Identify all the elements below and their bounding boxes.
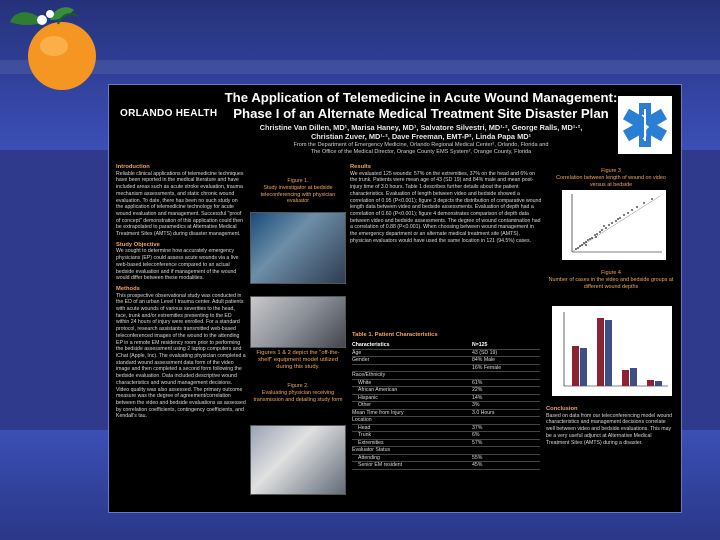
bar (655, 381, 662, 386)
table-cell: Location (352, 417, 372, 423)
scatter-point (617, 218, 619, 220)
authors-line-1: Christine Van Dillen, MD¹, Marisa Haney, MD¹, Salvatore Silvestri, MD¹·², George Ralls, MD¹·², (259, 123, 583, 132)
bar-svg (552, 306, 672, 396)
table-row (352, 387, 540, 395)
bar (647, 380, 654, 386)
figure-1-photo (250, 212, 346, 284)
table-row (352, 410, 540, 418)
bar (630, 368, 637, 386)
scatter-point (575, 248, 577, 250)
table-cell: 16% Female (472, 364, 502, 371)
figure-3-caption (548, 168, 674, 188)
figure-3-scatter-plot (562, 190, 666, 260)
table-cell: Senior EM resident (358, 462, 403, 468)
table-cell (472, 372, 540, 379)
scatter-point (596, 233, 598, 235)
scatter-point (591, 237, 593, 239)
table-cell (472, 447, 540, 454)
scatter-point (627, 212, 629, 214)
figure-2-photo-top (250, 296, 346, 348)
methods-text: This prospective observational study was conducted in the ED of an urban Level I trauma center. Adult patients with acute wounds of various severities to the head, face, trunk and/or extremities presenting to the ED within 24 hours of injury were enrolled. For a standard protocol, research assistants transmitted web-based teleconferenced images of the wound to the attending EP in a remote EM residency room prior to performing the bedside assessment using 2 laptop computers and iChat (Apple, Inc). The evaluating physician completed a standard wound assessment data form of the video image and then completed a second form following the bedside evaluation. Data included descriptive wound characteristics and wound management decisions. Video quality was also assessed. The primary outcome measure was the degree of agreement/correlation between the video and bedside evaluations as assessed by correlation coefficients, contingency coefficients, and Kendall's tau. (116, 292, 246, 420)
conclusion-block (546, 404, 674, 446)
scatter-point (608, 224, 610, 226)
scatter-point (589, 238, 591, 240)
column-1 (116, 162, 246, 424)
table-cell: 45% (472, 462, 483, 468)
table-cell: Trunk (358, 432, 372, 438)
conclusion-text: Based on data from our teleconferencing model wound characteristics and management decisions correlate well between video and bedside evaluations. This may be a very useful adjunct at Alternative Medical Treatment Sites (AMTS) during a disaster. (546, 412, 673, 446)
bar (597, 318, 604, 386)
figure-1-text: Study investigator at bedside teleconferencing with physician evaluator (260, 184, 336, 205)
scatter-point (643, 202, 645, 204)
table-row (352, 462, 540, 470)
figure-2-photo (250, 425, 346, 495)
bar (622, 370, 629, 386)
table-row (352, 365, 540, 373)
table-cell: 37% (472, 424, 483, 431)
figure-2-caption (250, 383, 346, 403)
table-row (352, 417, 540, 425)
figure-3-title: Figure 3 (601, 168, 621, 174)
table-cell: African American (358, 387, 398, 393)
objective-text: We sought to determine how accurately emergency physicians (EP) could assess acute wounds via a live web-based teleconference compared to an actual bedside evaluation and if management of the wound would differ between these modalities. (116, 248, 239, 282)
scatter-point (619, 217, 621, 219)
table-row (352, 432, 540, 440)
table-row (352, 372, 540, 380)
scatter-point (631, 209, 633, 211)
table-cell: 14% (472, 394, 483, 401)
table-row (352, 440, 540, 448)
bar (572, 346, 579, 386)
table-cell: Extremities (358, 439, 384, 446)
scatter-point (611, 222, 613, 224)
table-row (352, 455, 540, 463)
figure-1-title: Figure 1. (287, 178, 309, 184)
patient-characteristics-table (352, 342, 540, 470)
figure-2-text: Evaluating physician receiving transmission and detailing study form (253, 389, 343, 403)
methods-heading: Methods (116, 285, 140, 292)
scatter-point (585, 244, 587, 246)
table-cell: Race/Ethnicity (352, 372, 386, 378)
scatter-point (599, 231, 601, 233)
introduction-heading: Introduction (116, 164, 150, 170)
results-heading: Results (350, 164, 371, 170)
scatter-point (651, 198, 653, 200)
scatter-point (615, 220, 617, 222)
introduction-text: Reliable clinical applications of telemedicine techniques have been reported in the medical literature and have included areas such as acute stroke evaluation, trauma mechanism assessments, and static chronic wound evaluation. To date, there has been no such study on the application of telemedicine technology for acute wound evaluation and management. Successful "proof of concept" demonstration of this application could then be extrapolated to paramedics at Alternative Medical Treatment Sites (AMTS) during disaster management. (116, 170, 244, 238)
scatter-point (585, 241, 587, 243)
affiliation-line-2: The Office of the Medical Director, Orange County EMS System², Orange County, Florida (310, 149, 532, 155)
figure-4-text: Number of cases in the video and bedside groups at different wound depths (548, 276, 674, 290)
table-header-cell: N=125 (472, 342, 488, 348)
poster-title-line-1: The Application of Telemedicine in Acute Wound Management: (224, 90, 618, 105)
slide-stripe (0, 60, 720, 74)
scatter-point (595, 236, 597, 238)
table-cell: 3% (472, 402, 480, 408)
table-row (352, 357, 540, 365)
table-cell: 43 (SD 19) (472, 349, 498, 356)
table-1-title: Table 1. Patient Characteristics (352, 332, 438, 338)
table-cell: Age (352, 349, 362, 356)
table-header-cell: Characteristics (352, 342, 390, 348)
scatter-point (636, 206, 638, 208)
table-cell: 57% (472, 439, 483, 446)
table-row (352, 447, 540, 455)
affiliation-line-1: From the Department of Emergency Medicine, Orlando Regional Medical Center¹, Orlando, Florida and (293, 142, 549, 148)
table-cell: White (358, 379, 372, 386)
orange-logo-icon (4, 0, 108, 100)
table-row (352, 350, 540, 358)
table-cell: 61% (472, 379, 483, 386)
figure-4-title: Figure 4 (601, 270, 621, 276)
bar (605, 320, 612, 386)
scatter-point (623, 214, 625, 216)
table-cell: Attending (358, 454, 380, 461)
scatter-point (594, 234, 596, 236)
scatter-point (579, 245, 581, 247)
scatter-point (581, 244, 583, 246)
table-cell: 84% Male (472, 357, 496, 363)
table-cell: 6% (472, 432, 480, 438)
scatter-point (587, 239, 589, 241)
scatter-point (583, 242, 585, 244)
table-cell: Other (358, 402, 371, 408)
figures-1-2-note: Figures 1 & 2 depict the "off-the-shelf" equipment model utilized during this study. (256, 350, 340, 370)
column-3 (350, 162, 542, 248)
table-row (352, 402, 540, 410)
figure-4-caption (548, 270, 674, 290)
table-row (352, 380, 540, 388)
table-cell: 3.0 Hours (472, 409, 495, 416)
figure-4-bar-chart (552, 306, 672, 396)
poster-title-line-2: Phase I of an Alternate Medical Treatment Site Disaster Plan (233, 106, 609, 121)
table-cell: Evaluator Status (352, 447, 391, 453)
table-cell (352, 365, 472, 372)
scatter-point (577, 247, 579, 249)
orlando-health-logo-text: ORLANDO HEALTH (120, 108, 218, 119)
table-cell: Mean Time from Injury (352, 409, 404, 416)
figure-1-caption (250, 178, 346, 205)
table-cell: 22% (472, 387, 483, 393)
figure-3-text: Correlation between length of wound on video versus at bedside (556, 174, 666, 188)
authors-line-2: Christian Zuver, MD¹·², Dave Freeman, EMT-P², Linda Papa MD¹ (310, 132, 532, 141)
scatter-point (605, 227, 607, 229)
table-header-row (352, 342, 540, 350)
scatter-svg (562, 190, 666, 260)
table-cell (472, 417, 540, 424)
table-row (352, 425, 540, 433)
objective-heading: Study Objective (116, 241, 160, 248)
table-cell: 55% (472, 454, 483, 461)
scatter-point (601, 229, 603, 231)
conclusion-heading: Conclusion (546, 406, 578, 412)
table-cell: Hispanic (358, 394, 378, 401)
table-row (352, 395, 540, 403)
bar (580, 348, 587, 386)
table-cell: Gender (352, 357, 370, 363)
table-cell: Head (358, 424, 371, 431)
scatter-point (603, 225, 605, 227)
results-text: We evaluated 125 wounds: 57% on the extremities, 37% on the head and 6% on the trunk. Patients were mean age of 43 (SD 19) and 84% male and mean post-injury time of 3.0 hours. Table 1 describes further details about the patient characteristics. Evaluation of length between video and bedside showed a correlation of 0.95 (P<0.001); figure 3 depicts the distribution of comparative wound length data between video and bedside assessments. Evaluation of depth had a correlation of 0.60 (P<0.001); figure 4 demonstrates comparison of depth data between video and bedside assessments. The degree of wound contamination had a correlation of 0.88 (P<0.001). When choosing between wound management in the emergency department or an alternate medical treatment site (AMTS), physician evaluators would have used the same location in 121 (94.5%) cases. (350, 170, 542, 244)
figure-2-title: Figure 2. (287, 383, 309, 389)
